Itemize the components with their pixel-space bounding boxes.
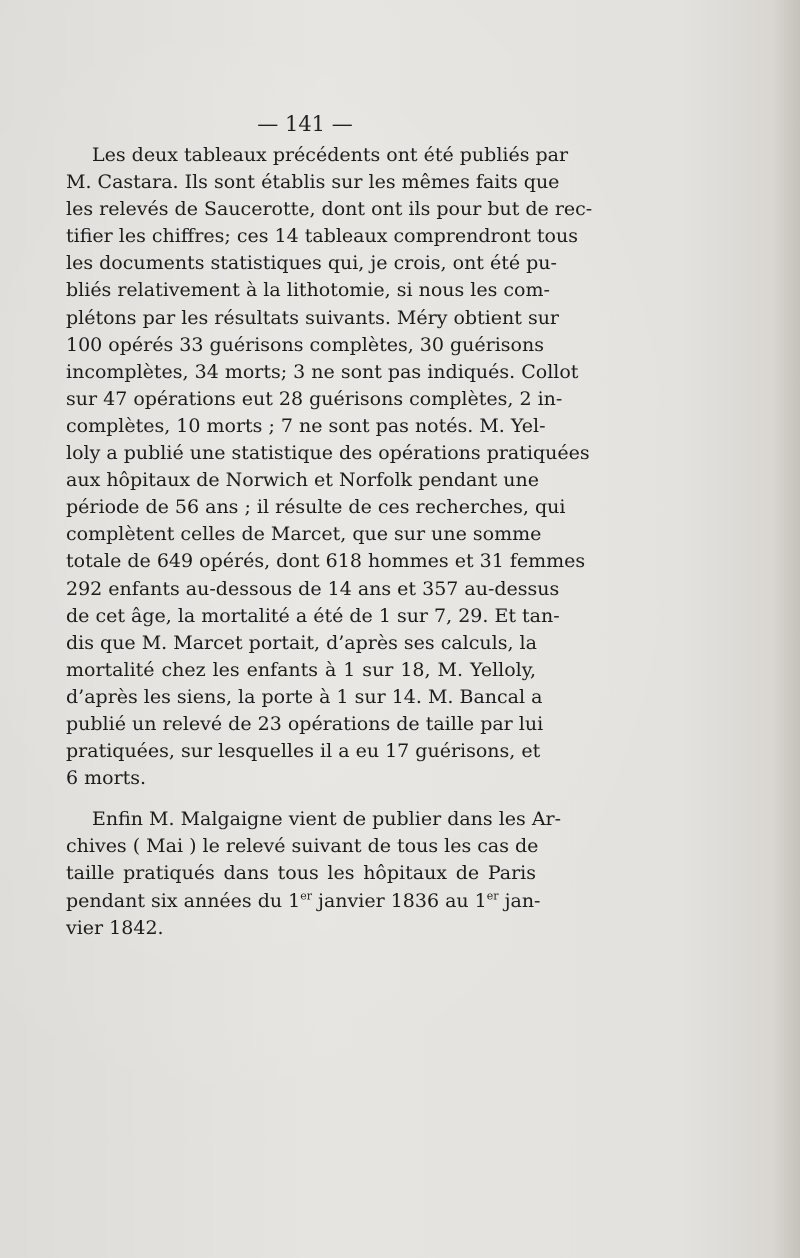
text-line: dis que M. Marcet portait, d’après ses calculs, la	[66, 631, 537, 654]
text-line: M. Castara. Ils sont établis sur les mêmes faits que	[66, 171, 560, 194]
paragraph-2	[66, 806, 562, 941]
text-line: taille pratiqués dans tous les hôpitaux de Paris	[66, 862, 536, 885]
text-line: pratiquées, sur lesquelles il a eu 17 guérisons, et	[66, 740, 541, 763]
text-line: complètent celles de Marcet, que sur une somme	[66, 523, 542, 546]
text-line: complètes, 10 morts ; 7 ne sont pas notés. M. Yel-	[66, 414, 546, 437]
text-line: 292 enfants au-dessous de 14 ans et 357 au-dessus	[66, 577, 560, 600]
text-line: plétons par les résultats suivants. Méry obtient sur	[66, 306, 560, 329]
text-line: Les deux tableaux précédents ont été publiés par	[92, 144, 569, 166]
text-line: aux hôpitaux de Norwich et Norfolk pendant une	[66, 469, 539, 492]
paragraph-1	[66, 142, 593, 792]
text-line: d’après les siens, la porte à 1 sur 14. M. Bancal a	[66, 685, 543, 708]
text-segment: pendant six années du 1	[66, 889, 301, 912]
text-line: Enfin M. Malgaigne vient de publier dans les Ar-	[92, 808, 562, 831]
text-line: loly a publié une statistique des opérations pratiquées	[66, 442, 590, 465]
body-text	[66, 142, 593, 942]
text-segment: jan-	[498, 889, 541, 912]
text-line: 6 morts.	[66, 767, 147, 790]
text-segment: janvier 1836 au 1	[312, 889, 487, 912]
superscript: er	[486, 889, 499, 903]
text-line: les documents statistiques qui, je crois, ont été pu-	[66, 252, 557, 275]
text-line: 100 opérés 33 guérisons complètes, 30 guérisons	[66, 333, 544, 356]
text-line: vier 1842.	[66, 916, 164, 939]
text-line: mortalité chez les enfants à 1 sur 18, M. Yelloly,	[66, 658, 536, 681]
text-line: tifier les chiffres; ces 14 tableaux comprendront tous	[66, 225, 578, 248]
superscript: er	[300, 889, 313, 903]
text-line: les relevés de Saucerotte, dont ont ils pour but de rec-	[66, 198, 593, 221]
text-line: totale de 649 opérés, dont 618 hommes et 31 femmes	[66, 550, 586, 573]
text-line: chives ( Mai ) le relevé suivant de tous les cas de	[66, 835, 539, 858]
page-edge-shadow	[772, 0, 800, 1258]
text-line: bliés relativement à la lithotomie, si nous les com-	[66, 279, 550, 302]
text-line: incomplètes, 34 morts; 3 ne sont pas indiqués. Collot	[66, 360, 579, 383]
text-line: sur 47 opérations eut 28 guérisons complètes, 2 in-	[66, 387, 563, 410]
text-line: période de 56 ans ; il résulte de ces recherches, qui	[66, 496, 566, 519]
text-line: de cet âge, la mortalité a été de 1 sur 7, 29. Et tan-	[66, 604, 560, 627]
text-line-date	[66, 888, 541, 915]
text-line: publié un relevé de 23 opérations de taille par lui	[66, 712, 544, 735]
page-number: — 141 —	[257, 112, 353, 136]
